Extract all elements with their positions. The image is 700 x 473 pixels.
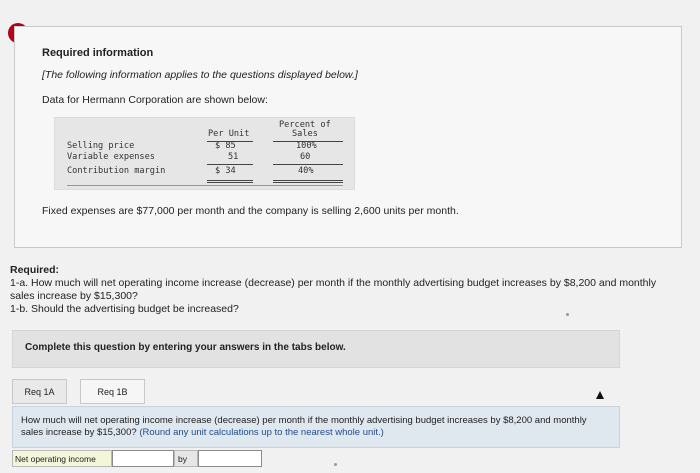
fixed-expenses-text: Fixed expenses are $77,000 per month and the company is selling 2,600 units per month. <box>42 205 459 217</box>
question-text <box>21 415 611 439</box>
decorative-dot <box>334 463 337 466</box>
required-label: Required: <box>10 264 60 276</box>
col-per-unit-header: Per Unit <box>208 129 250 139</box>
row-percent: 40% <box>298 166 314 176</box>
row-rule <box>207 164 253 165</box>
total-rule <box>207 180 253 183</box>
required-information-panel <box>14 26 682 248</box>
question-1a: 1-a. How much will net operating income increase (decrease) per month if the monthly advertising budget increases by $8,200 and monthly sales increase by $15,300? <box>10 277 657 302</box>
question-panel <box>12 406 620 448</box>
data-table <box>54 117 355 190</box>
row-per-unit: $ 34 <box>215 166 236 176</box>
question-body: How much will net operating income increase (decrease) per month if the monthly advertising budget increases by $8,200 and monthly sales increase by $15,300? <box>21 415 587 438</box>
answer-dropdown-input[interactable] <box>112 450 174 467</box>
tab-label: Req 1B <box>97 386 128 397</box>
question-note: (Round any unit calculations up to the nearest whole unit.) <box>139 427 384 438</box>
col-percent-header-2: Sales <box>292 129 318 139</box>
row-per-unit: 51 <box>228 152 239 162</box>
required-section <box>10 264 670 316</box>
total-rule <box>273 180 343 183</box>
table-bottom-rule <box>67 185 343 186</box>
info-title: Required information <box>42 47 154 59</box>
mouse-pointer-icon <box>596 391 604 399</box>
answer-amount-input[interactable] <box>198 450 262 467</box>
info-intro: Data for Hermann Corporation are shown below: <box>42 94 268 106</box>
tab-label: Req 1A <box>24 386 55 397</box>
tab-req-1b[interactable] <box>80 379 145 404</box>
net-operating-income-label: Net operating income <box>12 450 112 467</box>
instructions-text: Complete this question by entering your answers in the tabs below. <box>25 342 346 353</box>
info-note: [The following information applies to the questions displayed below.] <box>42 69 358 81</box>
row-label: Contribution margin <box>67 166 166 176</box>
instructions-bar <box>12 330 620 368</box>
row-per-unit: $ 85 <box>215 141 236 151</box>
question-1b: 1-b. Should the advertising budget be increased? <box>10 303 239 315</box>
row-label: Selling price <box>67 141 135 151</box>
row-rule <box>273 164 343 165</box>
row-label: Variable expenses <box>67 152 155 162</box>
row-percent: 60 <box>300 152 311 162</box>
by-label: by <box>174 450 198 467</box>
tab-req-1a[interactable] <box>12 379 67 404</box>
row-percent: 100% <box>296 141 317 151</box>
col-percent-header: Percent of <box>279 120 331 130</box>
decorative-dot <box>566 313 569 316</box>
